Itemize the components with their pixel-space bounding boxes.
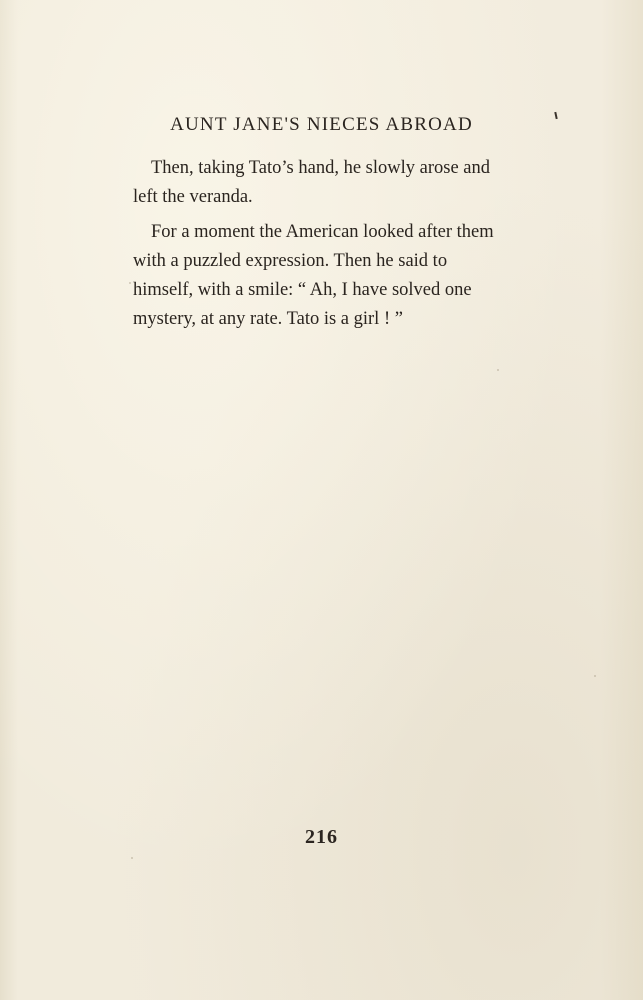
text-line: with a puzzled expression. Then he said to [133,251,448,271]
page-body [133,154,551,340]
page-number: 216 [305,826,338,848]
paper-speck [594,675,596,677]
paper-speck [497,369,499,371]
paper-speck [129,282,131,284]
paragraph-2 [133,218,551,334]
text-line: Then, taking Tato’s hand, he slowly arose and [151,158,490,178]
paragraph-1 [133,154,551,212]
text-line: mystery, at any rate. Tato is a girl ! ” [133,309,403,329]
running-header: AUNT JANE'S NIECES ABROAD [170,114,473,135]
paper-speck [131,857,133,859]
text-line: himself, with a smile: “ Ah, I have solved one [133,280,472,300]
text-line: For a moment the American looked after them [151,222,494,242]
text-line: left the veranda. [133,187,253,207]
